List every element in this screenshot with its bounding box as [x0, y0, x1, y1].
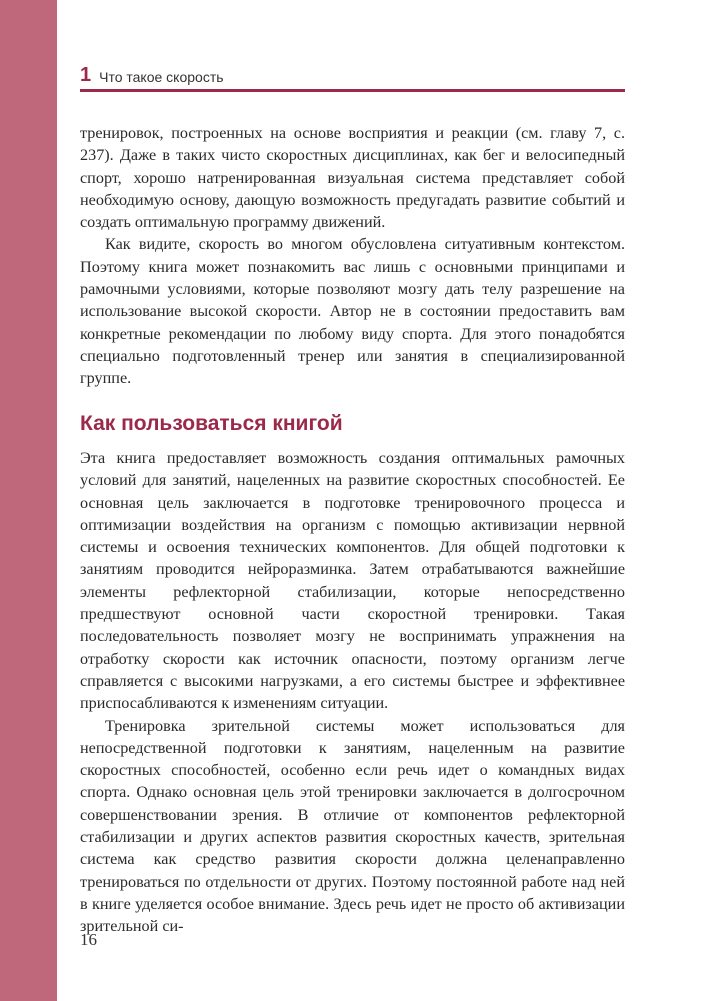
paragraph: тренировок, построенных на основе восприятия и реакции (см. главу 7, с. 237). Даже в таких чисто скоростных дисциплинах, как бег и велосипедный спорт, хорошо натренированная визуальная система представляет собой необходимую основу, дающую возможность предугадать развитие событий и создать оптимальную программу движений.: [80, 124, 625, 232]
page-number: 16: [80, 930, 97, 949]
paragraph: Эта книга предоставляет возможность создания оптимальных рамочных условий для занятий, нацеленных на развитие скоростных способностей. Ее основная цель заключается в подготовке тренировочного процесса и оптимизации воздействия на организм с помощью активизации нервной системы и освоения технических компонентов. Для общей подготовки к занятиям проводится нейроразминка. Затем отрабатываются важнейшие элементы рефлекторной стабилизации, которые непосредственно предшествуют основной части скоростной тренировки. Такая последовательность позволяет мозгу не воспринимать упражнения на отработку скорости как источник опасности, поэтому организм легче справляется с высокими нагрузками, а его системы быстрее и эффективнее приспосабливаются к изменениям ситуации.: [80, 449, 625, 713]
page-side-band: [0, 0, 57, 1001]
paragraph: Тренировка зрительной системы может использоваться для непосредственной подготовки к занятиям, нацеленным на развитие скоростных способностей, особенно если речь идет о командных видах спорта. Однако основная цель этой тренировки заключается в долгосрочном совершенствовании зрения. В отличие от компонентов рефлекторной стабилизации и других аспектов развития скоростных качеств, зрительная система как средство развития скорости должна целенаправленно тренироваться по отдельности от других. Поэтому постоянной работе над ней в книге уделяется особое внимание. Здесь речь идет не просто об активизации зрительной си-: [80, 716, 625, 936]
body-text-section: [80, 447, 625, 938]
running-head: [80, 62, 625, 92]
section-heading: Как пользоваться книгой: [80, 412, 343, 435]
chapter-number: 1: [80, 64, 92, 86]
chapter-title: Что такое скорость: [99, 69, 224, 85]
body-text-top: [80, 122, 625, 390]
paragraph: Как видите, скорость во многом обусловлена ситуативным контекстом. Поэтому книга может познакомить вас лишь с основными принципами и рамочными условиями, которые позволяют мозгу дать телу разрешение на использование высокой скорости. Автор не в состоянии предоставить вам конкретные рекомендации по любому виду спорта. Для этого понадобятся специально подготовленный тренер или занятия в специализированной группе.: [80, 235, 625, 388]
